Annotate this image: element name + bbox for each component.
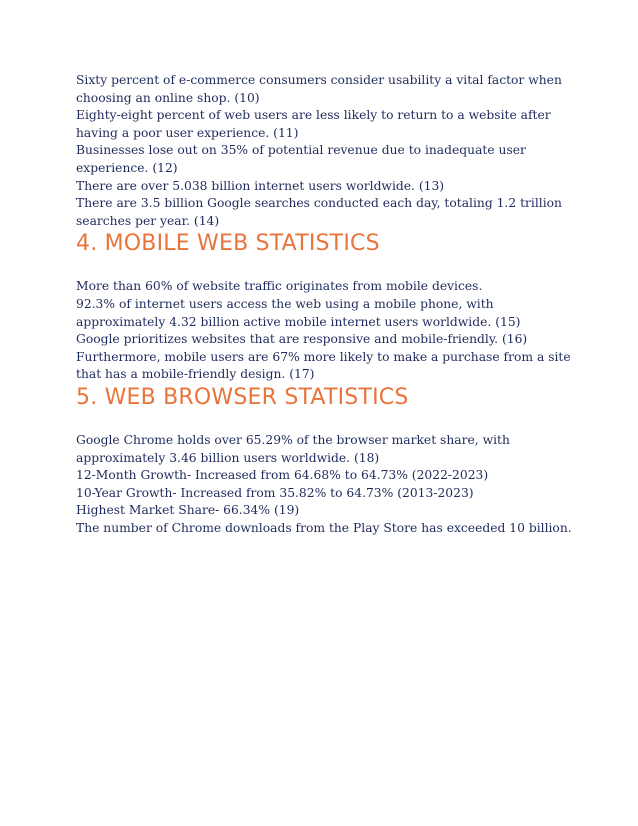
paragraph: Highest Market Share- 66.34% (19) [76, 503, 300, 518]
document-content [76, 72, 576, 537]
paragraph: Sixty percent of e-commerce consumers consider usability a vital factor when choosing an online shop. (10) [76, 73, 562, 105]
mobile-statistics [76, 278, 576, 384]
paragraph: Furthermore, mobile users are 67% more likely to make a purchase from a site that has a mobile-friendly design. (17) [76, 349, 571, 382]
paragraph: 92.3% of internet users access the web using a mobile phone, with approximately 4.32 billion active mobile internet users worldwide. (15) [76, 296, 521, 329]
spacer [76, 258, 576, 278]
paragraph: 10-Year Growth- Increased from 35.82% to 64.73% (2013-2023) [76, 485, 474, 500]
paragraph: More than 60% of website traffic originates from mobile devices. [76, 279, 483, 294]
intro-statistics [76, 72, 576, 230]
paragraph: The number of Chrome downloads from the Play Store has exceeded 10 billion. [76, 520, 572, 535]
paragraph: Businesses lose out on 35% of potential revenue due to inadequate user experience. (12) [76, 143, 526, 175]
paragraph: 12-Month Growth- Increased from 64.68% to 64.73% (2022-2023) [76, 468, 489, 483]
section-heading-browser: 5. WEB BROWSER STATISTICS [76, 384, 409, 410]
paragraph: Google prioritizes websites that are responsive and mobile-friendly. (16) [76, 332, 528, 347]
spacer [76, 412, 576, 432]
section-heading-mobile: 4. MOBILE WEB STATISTICS [76, 231, 380, 257]
paragraph: There are over 5.038 billion internet users worldwide. (13) [76, 178, 445, 193]
paragraph: Eighty-eight percent of web users are less likely to return to a website after having a poor user experience. (11) [76, 108, 551, 140]
browser-statistics [76, 432, 576, 538]
paragraph: There are 3.5 billion Google searches conducted each day, totaling 1.2 trillion searches per year. (14) [76, 196, 562, 228]
paragraph: Google Chrome holds over 65.29% of the browser market share, with approximately 3.46 billion users worldwide. (18) [76, 432, 510, 465]
